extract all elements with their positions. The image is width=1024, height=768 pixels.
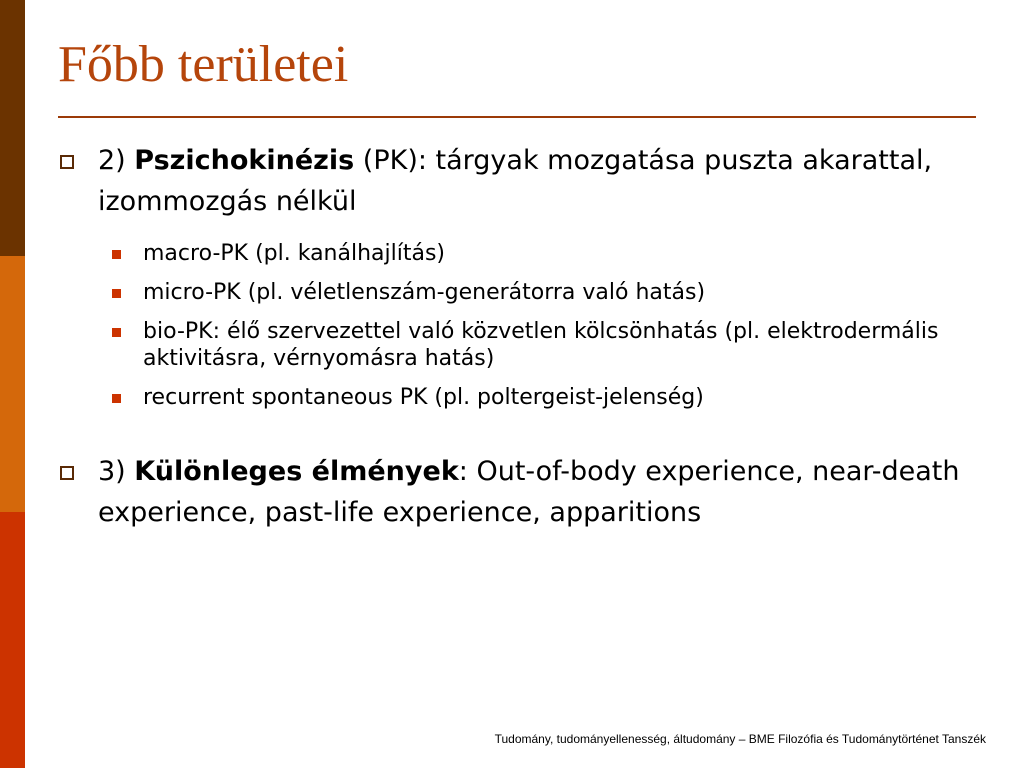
bullet-prefix: 3) bbox=[98, 456, 135, 487]
subitem-text: bio-PK: élő szervezettel való közvetlen kölcsönhatás (pl. elektrodermális aktivitásra, vérnyomásra hatás) bbox=[143, 319, 939, 371]
bullet-pszichokinezis bbox=[58, 140, 978, 222]
subitem-text: recurrent spontaneous PK (pl. poltergeist-jelenség) bbox=[143, 385, 704, 410]
filled-square-bullet-icon bbox=[112, 394, 121, 403]
bullet-prefix: 2) bbox=[98, 145, 135, 176]
slide-content bbox=[58, 140, 978, 533]
filled-square-bullet-icon bbox=[112, 289, 121, 298]
list-item bbox=[58, 279, 978, 306]
filled-square-bullet-icon bbox=[112, 328, 121, 337]
subitem-text: micro-PK (pl. véletlenszám-generátorra való hatás) bbox=[143, 280, 706, 305]
pk-subitems-list bbox=[58, 240, 978, 411]
slide-footer: Tudomány, tudományellenesség, áltudomány – BME Filozófia és Tudománytörténet Tanszék bbox=[494, 732, 986, 746]
bullet-bold-term: Pszichokinézis bbox=[134, 145, 355, 176]
slide-title: Főbb területei bbox=[58, 36, 349, 93]
list-item bbox=[58, 318, 978, 372]
list-item bbox=[58, 240, 978, 267]
bullet-kulonleges-elmenyek bbox=[58, 451, 978, 533]
bullet-bold-term: Különleges élmények bbox=[134, 456, 459, 487]
side-bar-orange-segment bbox=[0, 256, 25, 512]
filled-square-bullet-icon bbox=[112, 250, 121, 259]
side-bar-dark-segment bbox=[0, 0, 25, 256]
hollow-square-bullet-icon bbox=[60, 466, 74, 480]
title-underline bbox=[58, 116, 976, 118]
subitem-text: macro-PK (pl. kanálhajlítás) bbox=[143, 241, 445, 266]
hollow-square-bullet-icon bbox=[60, 155, 74, 169]
bullet-text: : Out-of-body experience, near-death experience, past-life experience, apparitions bbox=[98, 456, 960, 528]
side-bar-red-segment bbox=[0, 512, 25, 768]
bullet-text: (PK): tárgyak mozgatása puszta akarattal, izommozgás nélkül bbox=[98, 145, 933, 217]
list-item bbox=[58, 384, 978, 411]
